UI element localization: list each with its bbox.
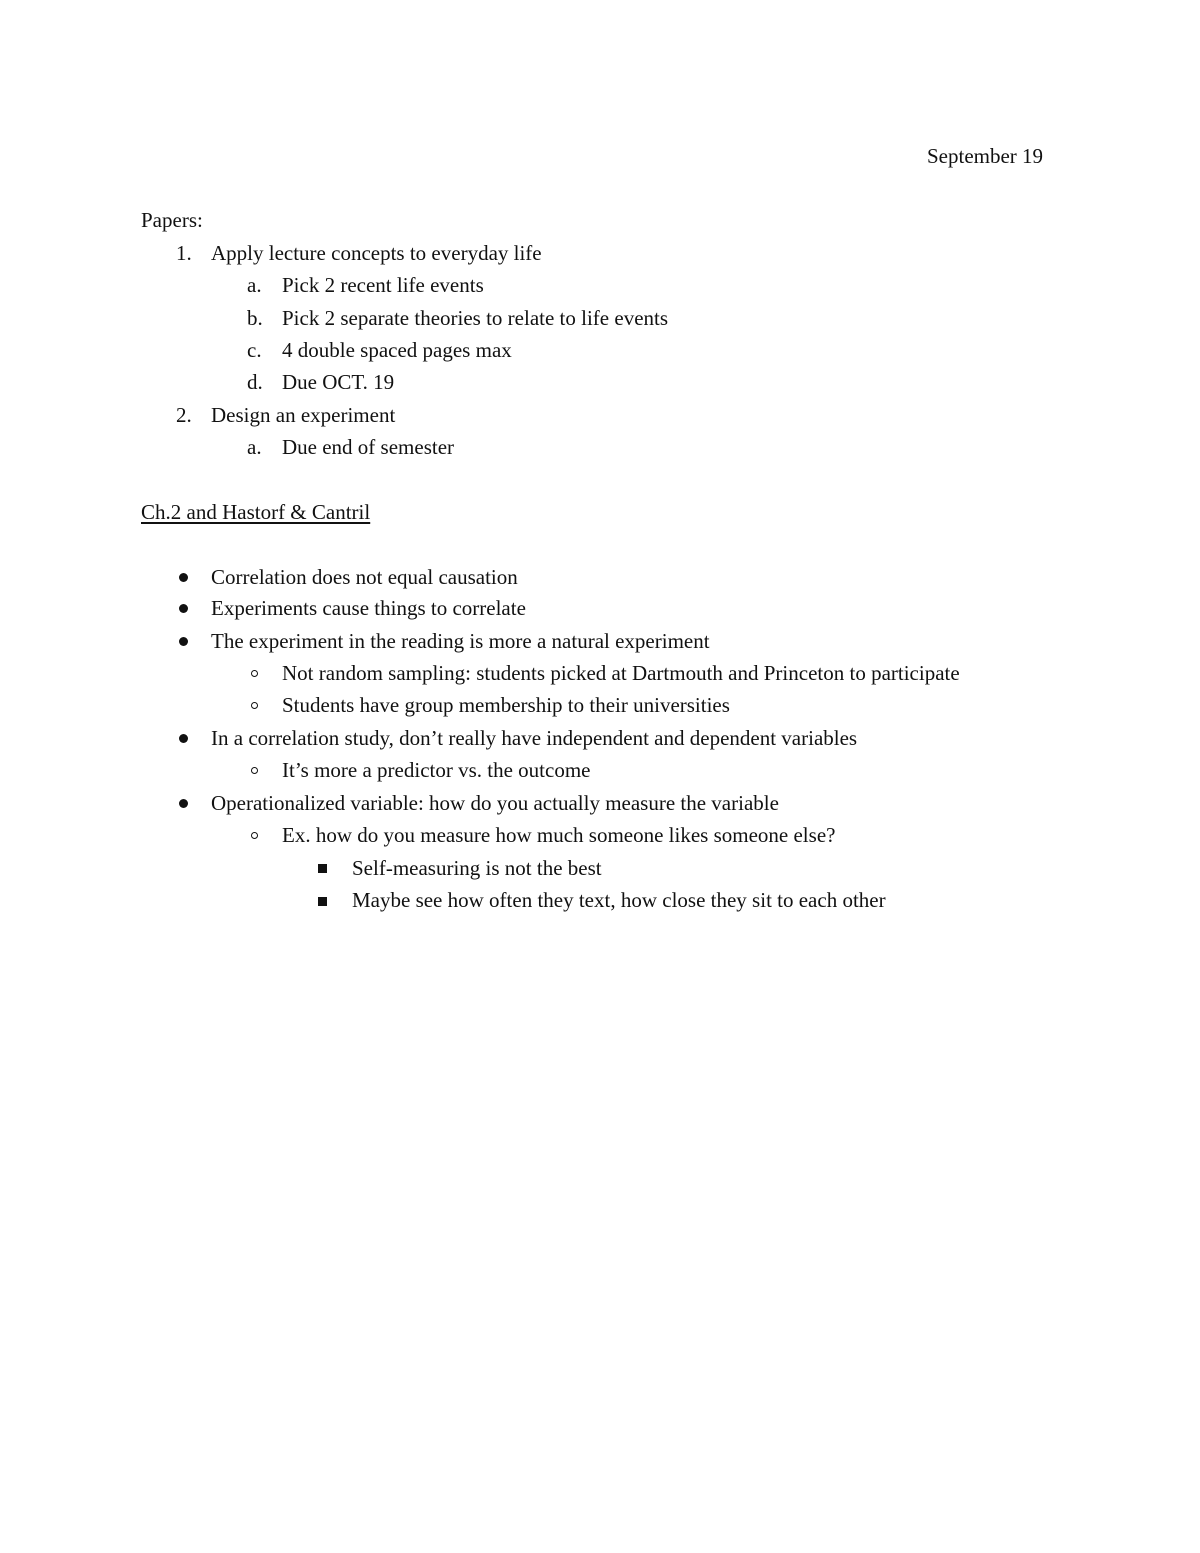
papers-heading: Papers: [141, 208, 203, 232]
list-subitem: Pick 2 separate theories to relate to life events [282, 306, 669, 330]
bullet-item: In a correlation study, don’t really have independent and dependent variables [211, 726, 858, 750]
circle-bullet-icon [251, 767, 258, 774]
list-subitem: 4 double spaced pages max [282, 338, 512, 362]
list-item: Apply lecture concepts to everyday life [211, 241, 542, 265]
list-letter: d. [247, 370, 263, 394]
list-subitem: Due OCT. 19 [282, 370, 395, 394]
bullet-item: Operationalized variable: how do you actually measure the variable [211, 791, 779, 815]
circle-bullet-icon [251, 832, 258, 839]
list-subitem: Due end of semester [282, 435, 455, 459]
section-heading: Ch.2 and Hastorf & Cantril [141, 500, 371, 524]
disc-bullet-icon [179, 573, 188, 582]
list-letter: b. [247, 306, 263, 330]
bullet-subsubitem: Maybe see how often they text, how close they sit to each other [352, 888, 886, 912]
bullet-subitem: Not random sampling: students picked at Dartmouth and Princeton to participate [282, 661, 960, 685]
square-bullet-icon [318, 864, 327, 873]
list-letter: c. [247, 338, 262, 362]
bullet-item: Experiments cause things to correlate [211, 596, 526, 620]
bullet-item: The experiment in the reading is more a natural experiment [211, 629, 710, 653]
circle-bullet-icon [251, 670, 258, 677]
bullet-subsubitem: Self-measuring is not the best [352, 856, 602, 880]
circle-bullet-icon [251, 702, 258, 709]
list-item: Design an experiment [211, 403, 396, 427]
bullet-item: Correlation does not equal causation [211, 565, 518, 589]
list-letter: a. [247, 435, 262, 459]
bullet-subitem: Students have group membership to their universities [282, 693, 730, 717]
list-letter: a. [247, 273, 262, 297]
date: September 19 [927, 144, 1044, 168]
bullet-subitem: It’s more a predictor vs. the outcome [282, 758, 591, 782]
list-number: 2. [176, 403, 192, 427]
disc-bullet-icon [179, 637, 188, 646]
disc-bullet-icon [179, 604, 188, 613]
square-bullet-icon [318, 897, 327, 906]
disc-bullet-icon [179, 734, 188, 743]
disc-bullet-icon [179, 799, 188, 808]
list-number: 1. [176, 241, 192, 265]
bullet-subitem: Ex. how do you measure how much someone likes someone else? [282, 823, 836, 847]
list-subitem: Pick 2 recent life events [282, 273, 484, 297]
